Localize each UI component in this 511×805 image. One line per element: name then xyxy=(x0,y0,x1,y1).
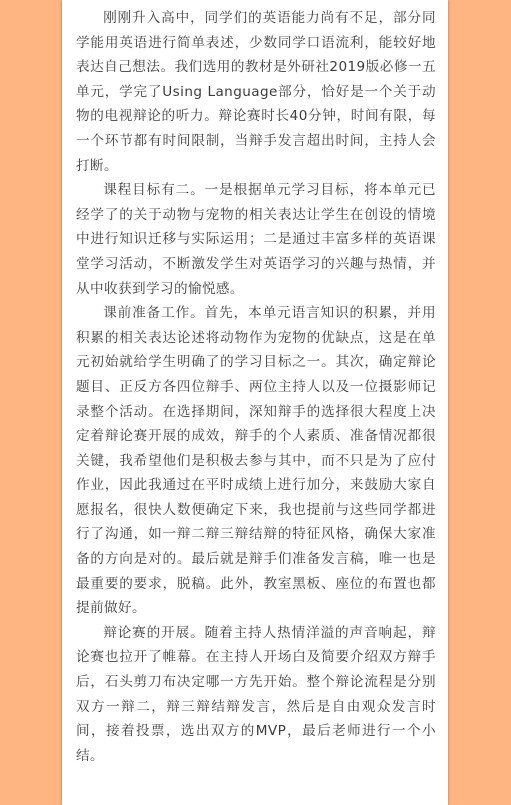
paragraph-intro: 刚刚升入高中，同学们的英语能力尚有不足，部分同学能用英语进行简单表述，少数同学口语流利，能较好地表达自己想法。我们选用的教材是外研社2019版必修一五单元，学完了Using Language部分，恰好是一个关于动物的电视辩论的听力。辩论赛时长40分钟，时间有限，每一个环节都有时间限制，当辩手发言超出时间，主持人会打断。 xyxy=(76,10,436,174)
paragraph-goals: 课程目标有二。一是根据单元学习目标，将本单元已经学了的关于动物与宠物的相关表达让学生在创设的情境中进行知识迁移与实际运用；二是通过丰富多样的英语课堂学习活动，不断激发学生对英语学习的兴趣与热情，并从中收获到学习的愉悦感。 xyxy=(76,182,436,297)
paragraph-preparation: 课前准备工作。首先，本单元语言知识的积累，并用积累的相关表达论述将动物作为宠物的优缺点，这是在单元初始就给学生明确了的学习目标之一。其次，确定辩论题目、正反方各四位辩手、两位主持人以及一位摄影师记录整个活动。在选择期间，深知辩手的选择很大程度上决定着辩论赛开展的成效，辩手的个人素质、准备情况都很关键，我希望他们是积极去参与其中，而不只是为了应付作业，因此我通过在平时成绩上进行加分，来鼓励大家自愿报名，很快人数便确定下来，我也提前与这些同学都进行了沟通，如一辩二辩三辩结辩的特征风格，确保大家准备的方向是对的。最后就是辩手们准备发言稿，唯一也是最重要的要求，脱稿。此外，教室黑板、座位的布置也都提前做好。 xyxy=(76,305,436,617)
article-card xyxy=(62,0,448,805)
paragraph-debate-process: 辩论赛的开展。随着主持人热情洋溢的声音响起，辩论赛也拉开了帷幕。在主持人开场白及简要介绍双方辩手后，石头剪刀布决定哪一方先开始。整个辩论流程是分别双方一辩二，辩三辩结辩发言，然后是自由观众发言时间，接着投票，选出双方的MVP，最后老师进行一个小结。 xyxy=(76,624,436,764)
article-body xyxy=(76,6,448,768)
